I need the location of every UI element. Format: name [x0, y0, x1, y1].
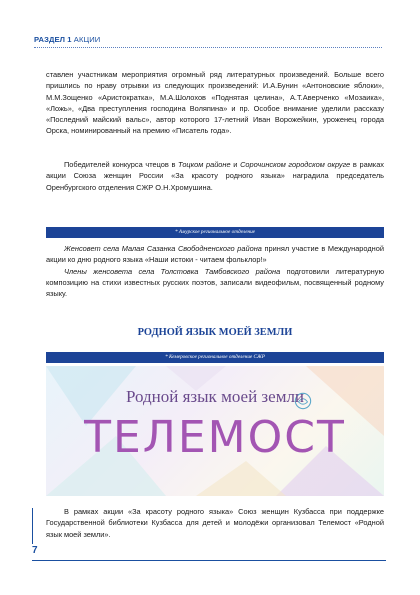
- p2-text-e: в рамках акции Союза женщин России «За красоту родного языка» наградила председатель Оренбургского отделения СЖР О.Н.Хромушина.: [46, 160, 384, 192]
- p2-text-a: Победителей конкурса чтецов в: [64, 160, 179, 169]
- header-divider: [34, 47, 382, 48]
- telebridge-banner: [46, 366, 384, 496]
- banner-title: Родной язык моей земли: [125, 387, 305, 406]
- running-header: [34, 35, 100, 44]
- margin-rule: [32, 508, 33, 544]
- p2-place-1: Тоцком районе: [178, 160, 231, 169]
- p3-org-2: Члены женсовета села Толстовка Тамбовского района: [64, 266, 281, 276]
- section-sublabel: АКЦИИ: [73, 35, 101, 44]
- p3-line-1: [46, 243, 384, 266]
- p2-text-c: и: [230, 160, 241, 169]
- paragraph-1: ставлен участникам мероприятия огромный ряд литературных произведений. Больше всего пришлись по нраву отрывки из следующих произведений: И.А.Бунин «Антоновские яблоки», М.М.Зощенко «Аристократка», М.А.Шолохов «Поднятая целина», А.Т.Аверченко «Мозаика», «Ложь», «Два преступления господина Воляпина» и пр. Особое внимание уделили рассказу «Последний майский вальс», автор которого 17-летний Иван Ворожейкин, уроженец города Орска, номинированный на премию «Писатель года».: [46, 70, 384, 136]
- region-bar-amur: * Амурское региональное отделение: [46, 227, 384, 238]
- p3-org-1: Женсовет села Малая Сазанка Свободненского района: [64, 244, 262, 253]
- banner-main-text: ТЕЛЕМОСТ: [84, 412, 346, 463]
- p3-text-d: подготовили литературную композицию на стихи известных русских поэтов, записали видеофильм, посвященный родному языку.: [46, 266, 385, 299]
- p2-place-2: Сорочинском городском округе: [240, 160, 351, 169]
- section-title: РОДНОЙ ЯЗЫК МОЕЙ ЗЕМЛИ: [137, 327, 293, 338]
- paragraph-2: [46, 159, 384, 193]
- footer-divider: [32, 560, 386, 561]
- region-bar-kemerovo: * Кемеровское региональное отделение СЖР: [46, 352, 384, 363]
- p3-text-b: принял участие в Международной акции ко дню родного языка «Наши истоки - читаем фольклор!»: [46, 244, 384, 265]
- paragraph-3: [46, 243, 384, 299]
- p3-line-2: [46, 266, 384, 300]
- page-number: 7: [32, 545, 38, 556]
- section-label: РАЗДЕЛ 1: [34, 35, 72, 44]
- paragraph-4: В рамках акции «За красоту родного языка» Союз женщин Кузбасса при поддержке Государственной библиотеки Кузбасса для детей и молодёжи организовал Телемост «Родной язык моей земли».: [46, 507, 384, 539]
